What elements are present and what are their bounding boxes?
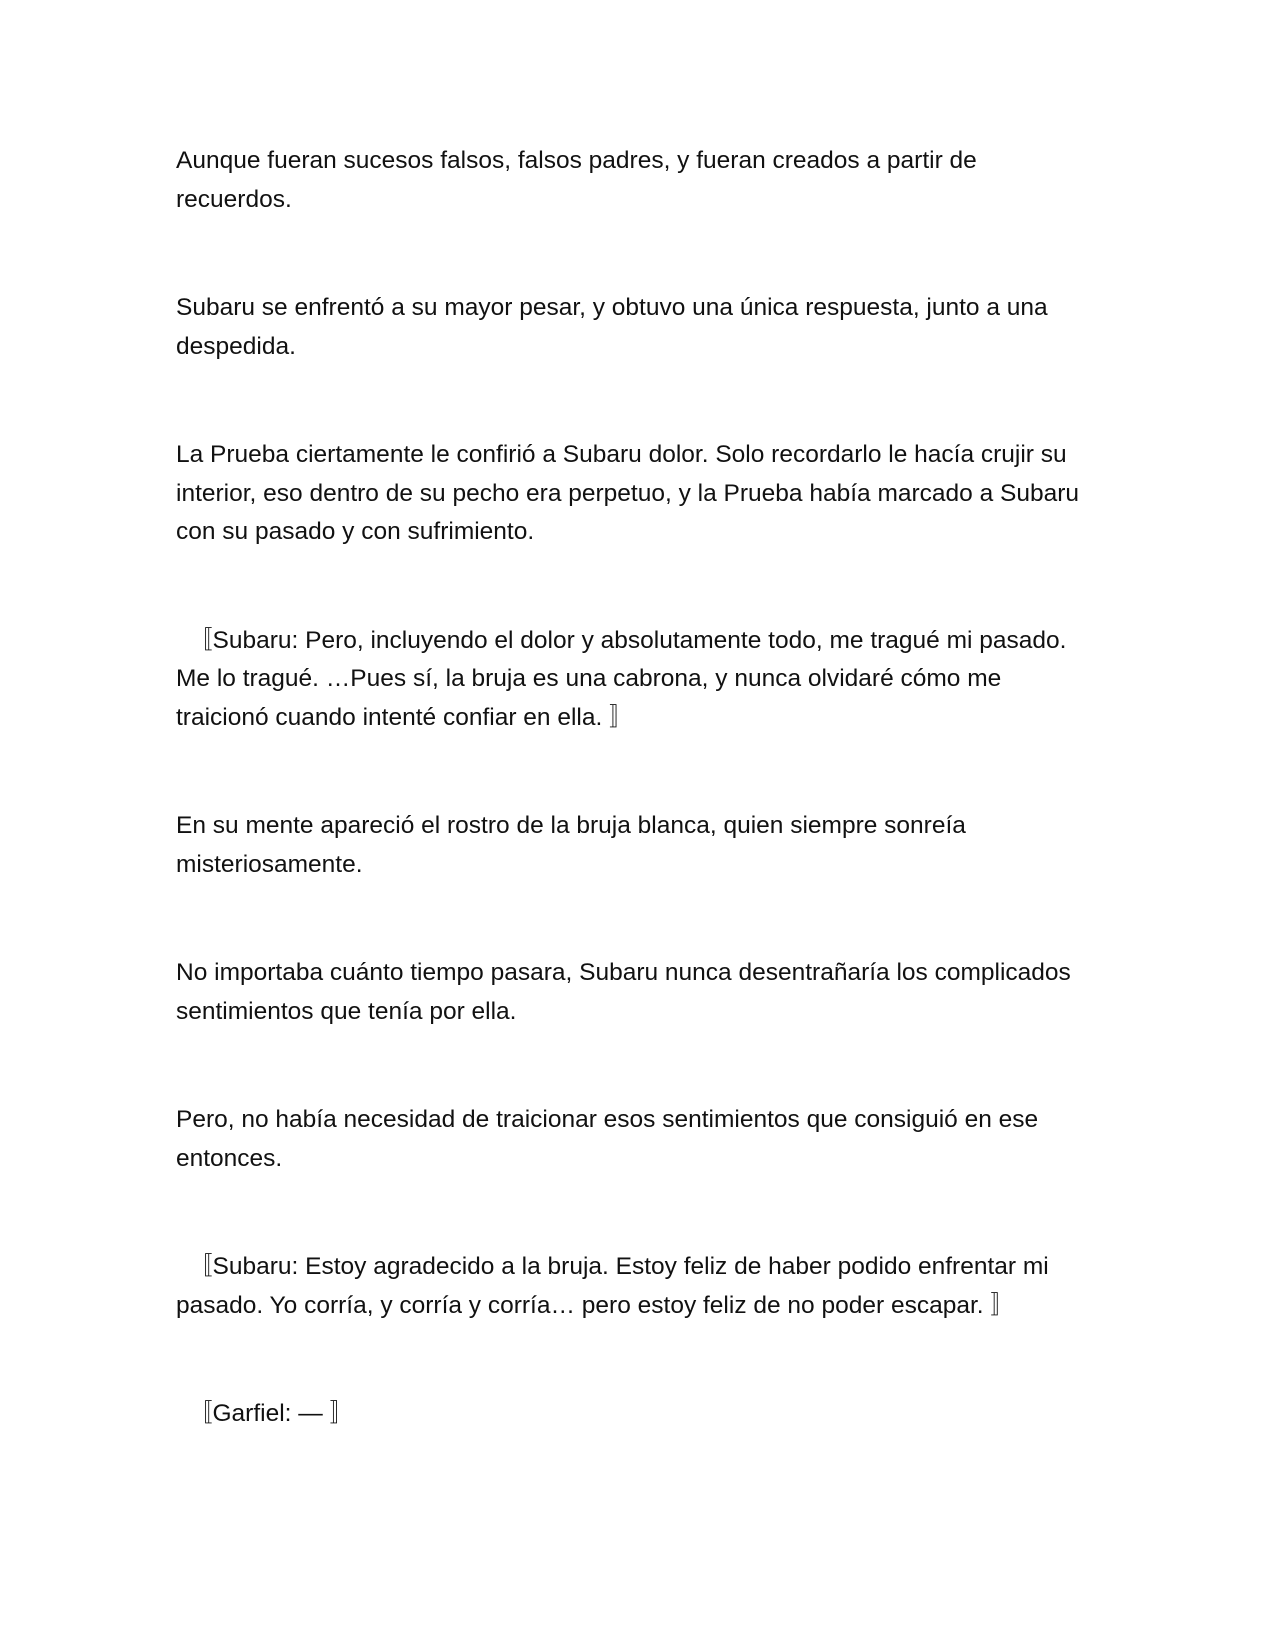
dialogue-subaru-2: 〚Subaru: Estoy agradecido a la bruja. Estoy feliz de haber podido enfrentar mi pasado. Yo corría, y corría y corría… pero estoy feliz de no poder escapar. 〛 (176, 1253, 1049, 1319)
paragraph-2: Subaru se enfrentó a su mayor pesar, y obtuvo una única respuesta, junto a una despedida. (176, 294, 1048, 360)
paragraph-7: Pero, no había necesidad de traicionar esos sentimientos que consiguió en ese entonces. (176, 1106, 1039, 1172)
document-body (176, 142, 1096, 1434)
dialogue-subaru-1: 〚Subaru: Pero, incluyendo el dolor y absolutamente todo, me tragué mi pasado. Me lo tragué. …Pues sí, la bruja es una cabrona, y nunca olvidaré cómo me traicionó cuando intenté confiar en ella. 〛 (176, 626, 1067, 731)
paragraph-1: Aunque fueran sucesos falsos, falsos padres, y fueran creados a partir de recuerdos. (176, 147, 977, 213)
paragraph-3: La Prueba ciertamente le confirió a Subaru dolor. Solo recordarlo le hacía crujir su interior, eso dentro de su pecho era perpetuo, y la Prueba había marcado a Subaru con su pasado y con sufrimiento. (176, 441, 1080, 545)
dialogue-garfiel: 〚Garfiel: — 〛 (188, 1400, 355, 1427)
paragraph-5: En su mente apareció el rostro de la bruja blanca, quien siempre sonreía misteriosamente. (176, 812, 966, 878)
paragraph-6: No importaba cuánto tiempo pasara, Subaru nunca desentrañaría los complicados sentimientos que tenía por ella. (176, 959, 1071, 1025)
